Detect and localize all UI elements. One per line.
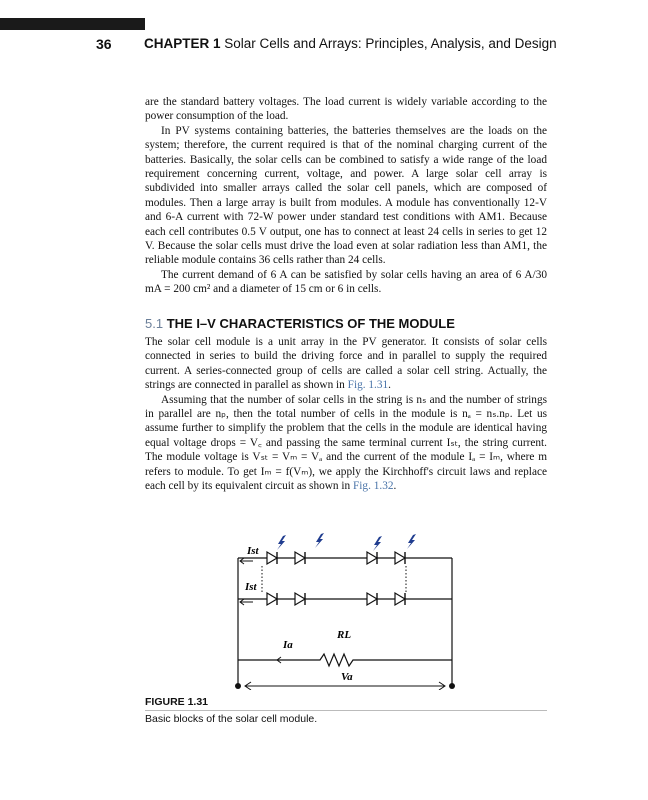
ist-label-2: Ist [245,581,257,593]
paragraph-4-text: The solar cell module is a unit array in the PV generator. It consists of solar cells connected in series to build the driving force and in parallel to supply the required current. A series-connected group of cells are called a solar cell string. Actually, the strings are connected in parallel as shown in [145,336,547,392]
figure-label: FIGURE 1.31 [145,696,209,708]
paragraph-3: The current demand of 6 A can be satisfied by solar cells having an area of 6 A/30 mA = 200 cm² and a diameter of 15 cm or 6 in cells. [145,268,547,296]
va-arrow [245,682,445,690]
page-number: 36 [96,36,112,52]
paragraph-5-text: Assuming that the number of solar cells in the string is nₛ and the number of strings in parallel are nₚ, then the total number of cells in the module is nₐ = nₛ.nₚ. Let us assume further to simplify the problem that the cells in the module are identical having equal voltage drops = V꜀ and passing the same terminal current Iₛₜ, the string current. The module voltage is Vₛₜ = Vₘ = Vₐ and the current of the module Iₐ = Iₘ, where m refers to module. To get Iₘ = f(Vₘ), we apply the Kirchhoff's circuit laws and replace each cell by its equivalent circuit as shown in [145,393,547,493]
intro-paragraphs [145,95,547,297]
rl-label: RL [337,629,352,641]
caption-rule [145,710,547,711]
fig-link-1-31[interactable]: Fig. 1.31 [347,379,389,392]
fig-link-1-32[interactable]: Fig. 1.32 [353,480,394,493]
ia-arrow [277,657,291,663]
ia-label: Ia [283,639,293,651]
ist-arrow-2 [240,599,253,605]
paragraph-2: In PV systems containing batteries, the batteries themselves are the loads on the system; therefore, the current required is that of the nominal charging current of the batteries. Basically, the solar cells can be combined to satisfy a wide range of the load requirement concerning current, voltage, and power. A large solar cell array is subdivided into smaller arrays called the solar cell panels, which are composed of modules. Then a large array is built from modules. A module has conventionally 12-V and 6-A current with 72-W power under standard test conditions with AM1. Because each cell contributes 0.5 V output, one has to connect at least 24 cells in series to get 12 V. Because the solar cells must drive the load even at solar radiation less than AM1, the reliable module contains 36 cells rather than 24 cells. [145,124,547,267]
ist-label-1: Ist [247,545,259,557]
paragraph-5: Assuming that the number of solar cells in the string is nₛ and the number of strings in parallel are nₚ, then the total number of cells in the module is nₐ = nₛ.nₚ. Let us assume further to simplify the problem that the cells in the module are identical having equal voltage drops = V꜀ and passing the same terminal current Iₛₜ, the string current. The module voltage is Vₛₜ = Vₘ = Vₐ and the current of the module Iₐ = Iₘ, where m refers to module. To get Iₘ = f(Vₘ), we apply the Kirchhoff's circuit laws and replace each cell by its equivalent circuit as shown in Fig. 1.32. [145,393,547,493]
section-paragraphs [145,335,547,493]
string-1 [238,552,452,564]
paragraph-1: are the standard battery voltages. The load current is widely variable according to the power consumption of the load. [145,96,547,123]
ist-arrow-1 [240,558,253,564]
circuit-diagram [225,530,465,690]
section-title: THE I–V CHARACTERISTICS OF THE MODULE [166,316,455,331]
light-arrows [277,533,416,551]
terminal-right [449,683,455,689]
chapter-heading [144,36,557,51]
running-header [96,36,556,54]
va-label: Va [341,671,353,683]
section-number: 5.1 [145,316,164,331]
paragraph-4: The solar cell module is a unit array in the PV generator. It consists of solar cells connected in series to build the driving force and in parallel to supply the required current. A series-connected group of cells are called a solar cell string. Actually, the strings are connected in parallel as shown in Fig. 1.31. [145,336,547,392]
figure-caption: Basic blocks of the solar cell module. [145,713,318,725]
terminal-left [235,683,241,689]
chapter-label: CHAPTER 1 [144,36,221,51]
header-bar [0,18,145,30]
load-resistor [238,654,452,666]
chapter-title: Solar Cells and Arrays: Principles, Analysis, and Design [224,36,557,51]
string-2 [238,593,452,605]
section-heading [145,316,455,331]
